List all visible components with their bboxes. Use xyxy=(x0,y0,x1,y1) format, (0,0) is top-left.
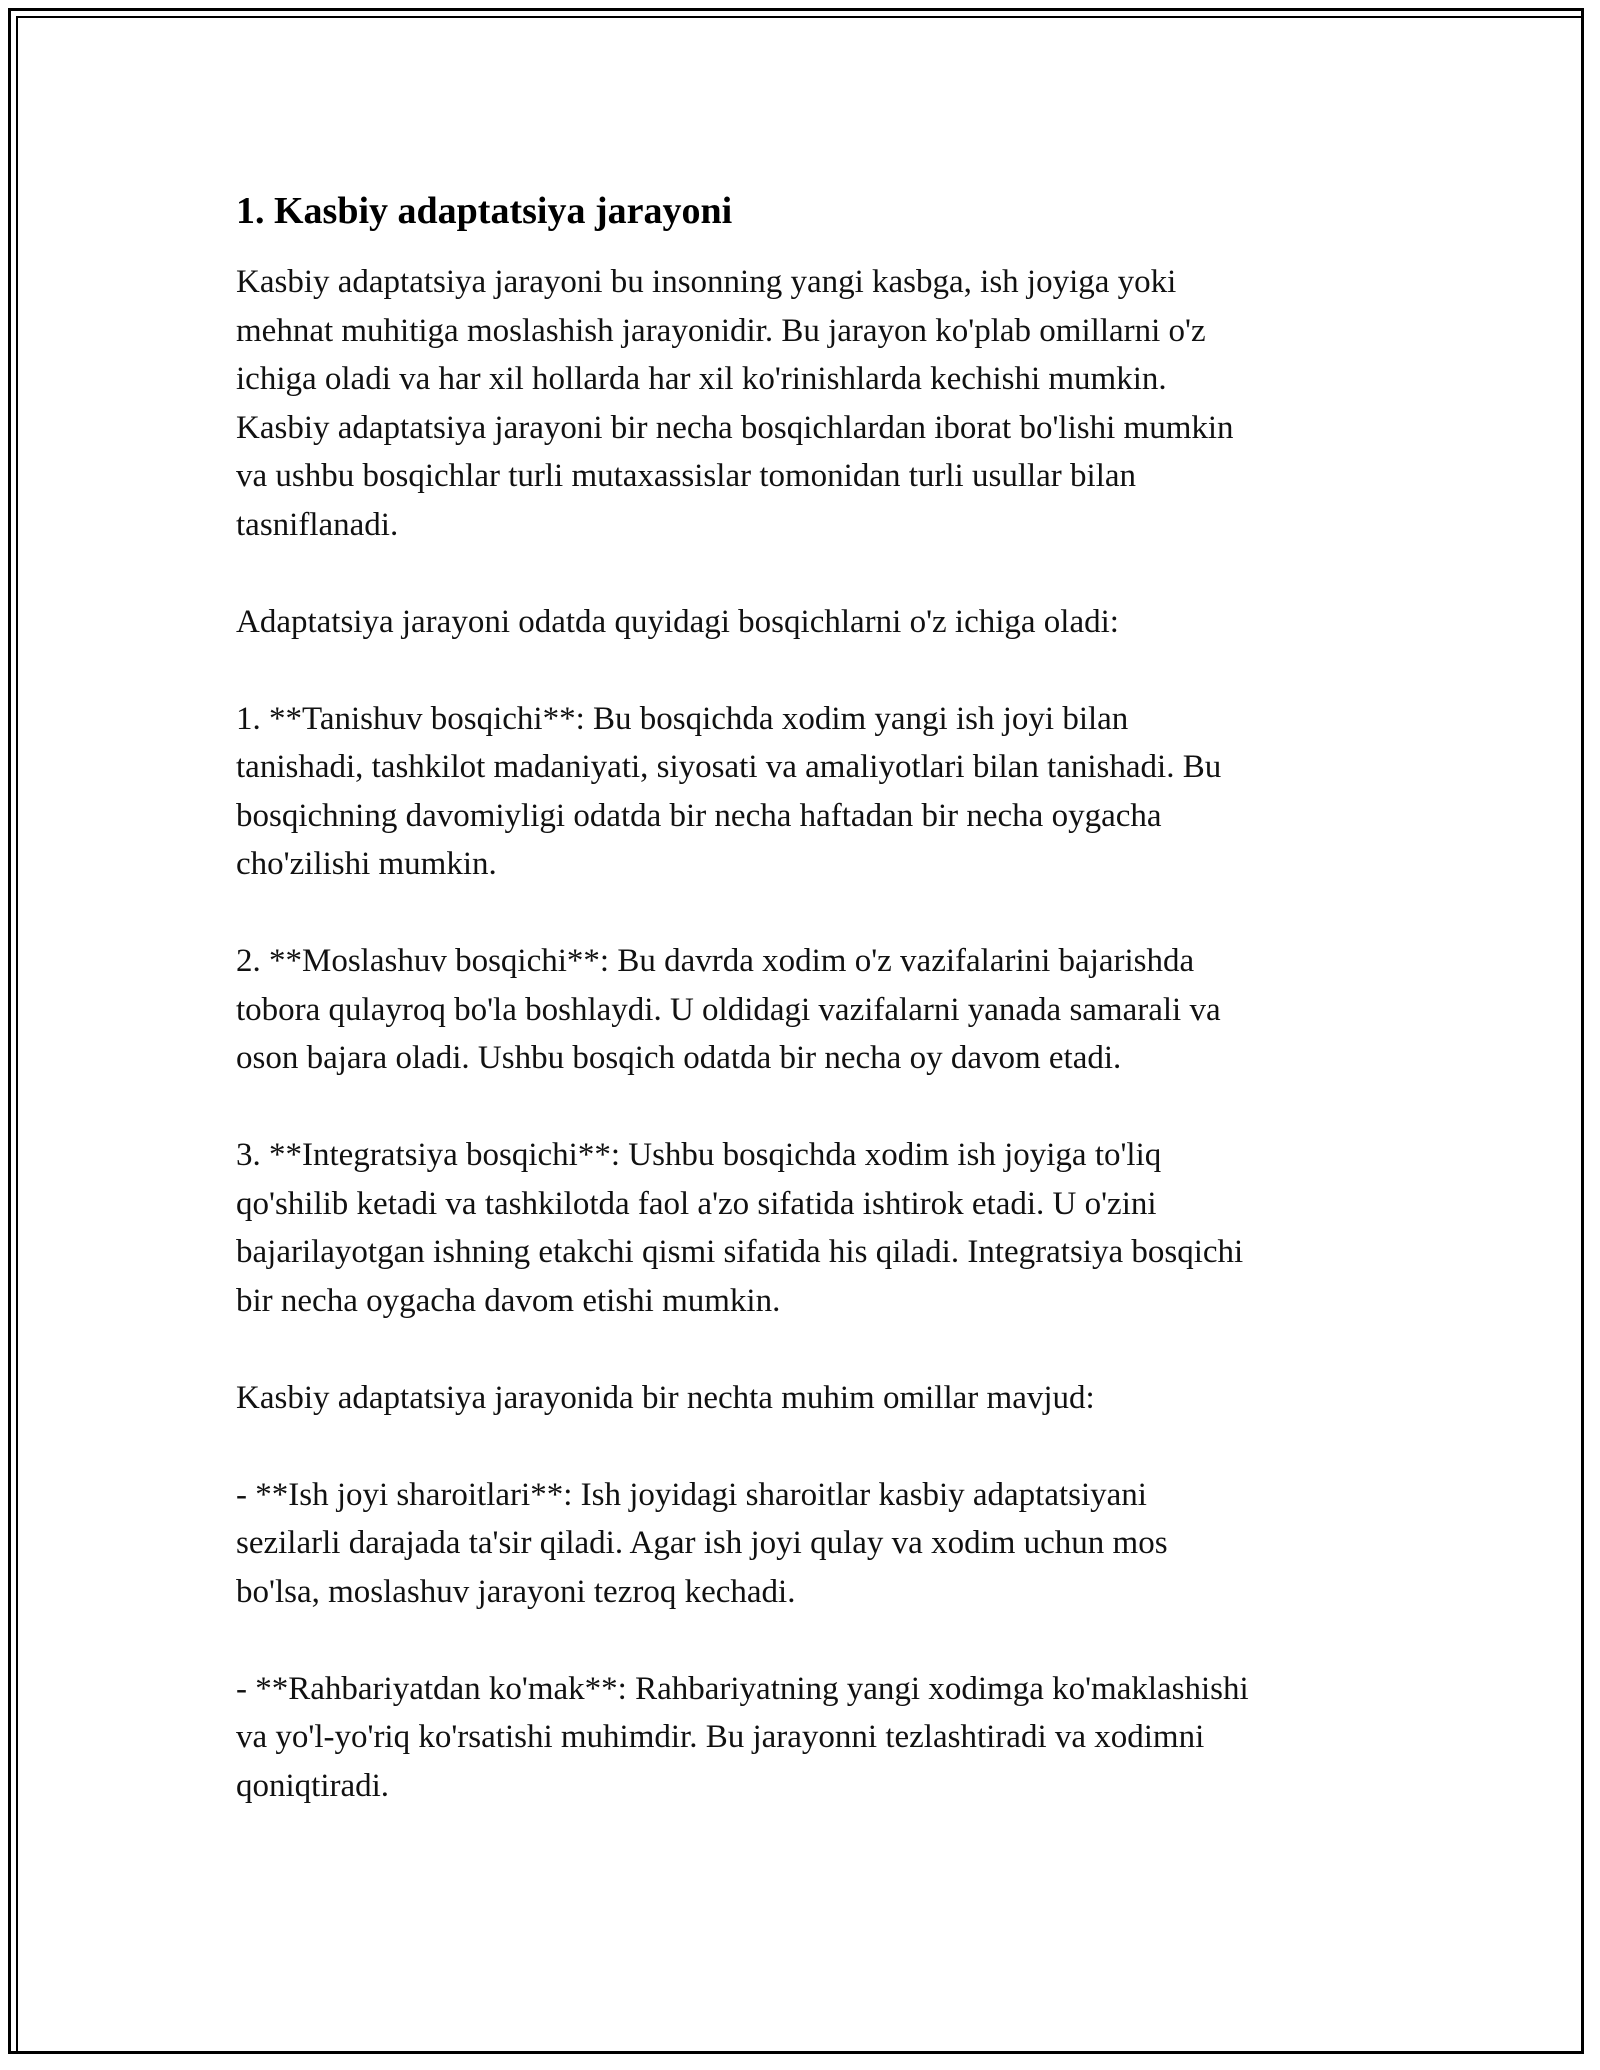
intro-paragraph: Kasbiy adaptatsiya jarayoni bu insonning yangi kasbga, ish joyiga yoki mehnat muhitiga moslashish jarayonidir. Bu jarayon ko'plab omillarni o'z ichiga oladi va har xil hollarda har xil ko'rinishlarda kechishi mumkin. Kasbiy adaptatsiya jarayoni bir necha bosqichlardan iborat bo'lishi mumkin va ushbu bosqichlar turli mutaxassislar tomonidan turli usullar bilan tasniflanadi. xyxy=(236,264,1234,543)
factor-workplace-paragraph: - **Ish joyi sharoitlari**: Ish joyidagi sharoitlar kasbiy adaptatsiyani sezilarli darajada ta'sir qiladi. Agar ish joyi qulay va xodim uchun mos bo'lsa, moslashuv jarayoni tezroq kechadi. xyxy=(236,1476,1168,1610)
paragraph-gap xyxy=(236,1616,1376,1665)
stage-2-paragraph: 2. **Moslashuv bosqichi**: Bu davrda xodim o'z vazifalarini bajarishda tobora qulayroq bo'la boshlaydi. U oldidagi vazifalarni yanada samarali va oson bajara oladi. Ushbu bosqich odatda bir necha oy davom etadi. xyxy=(236,943,1221,1076)
factor-management-paragraph: - **Rahbariyatdan ko'mak**: Rahbariyatning yangi xodimga ko'maklashishi va yo'l-yo'riq ko'rsatishi muhimdir. Bu jarayonni tezlashtiradi va xodimni qoniqtiradi. xyxy=(236,1670,1249,1804)
section-heading: 1. Kasbiy adaptatsiya jarayoni xyxy=(236,190,733,232)
paragraph-gap xyxy=(236,646,1376,695)
stage-1-paragraph: 1. **Tanishuv bosqichi**: Bu bosqichda xodim yangi ish joyi bilan tanishadi, tashkilot madaniyati, siyosati va amaliyotlari bilan tanishadi. Bu bosqichning davomiyligi odatda bir necha haftadan bir necha oygacha cho'zilishi mumkin. xyxy=(236,700,1222,882)
paragraph-gap xyxy=(236,1325,1376,1374)
paragraph-gap xyxy=(236,1083,1376,1132)
document-body xyxy=(236,186,1376,1810)
paragraph-gap xyxy=(236,549,1376,598)
stages-intro-paragraph: Adaptatsiya jarayoni odatda quyidagi bosqichlarni o'z ichiga oladi: xyxy=(236,603,1119,640)
paragraph-gap xyxy=(236,1422,1376,1471)
factors-intro-paragraph: Kasbiy adaptatsiya jarayonida bir nechta muhim omillar mavjud: xyxy=(236,1379,1095,1416)
paragraph-gap xyxy=(236,889,1376,938)
stage-3-paragraph: 3. **Integratsiya bosqichi**: Ushbu bosqichda xodim ish joyiga to'liq qo'shilib ketadi va tashkilotda faol a'zo sifatida ishtirok etadi. U o'zini bajarilayotgan ishning etakchi qismi sifatida his qiladi. Integratsiya bosqichi bir necha oygacha davom etishi mumkin. xyxy=(236,1137,1244,1319)
